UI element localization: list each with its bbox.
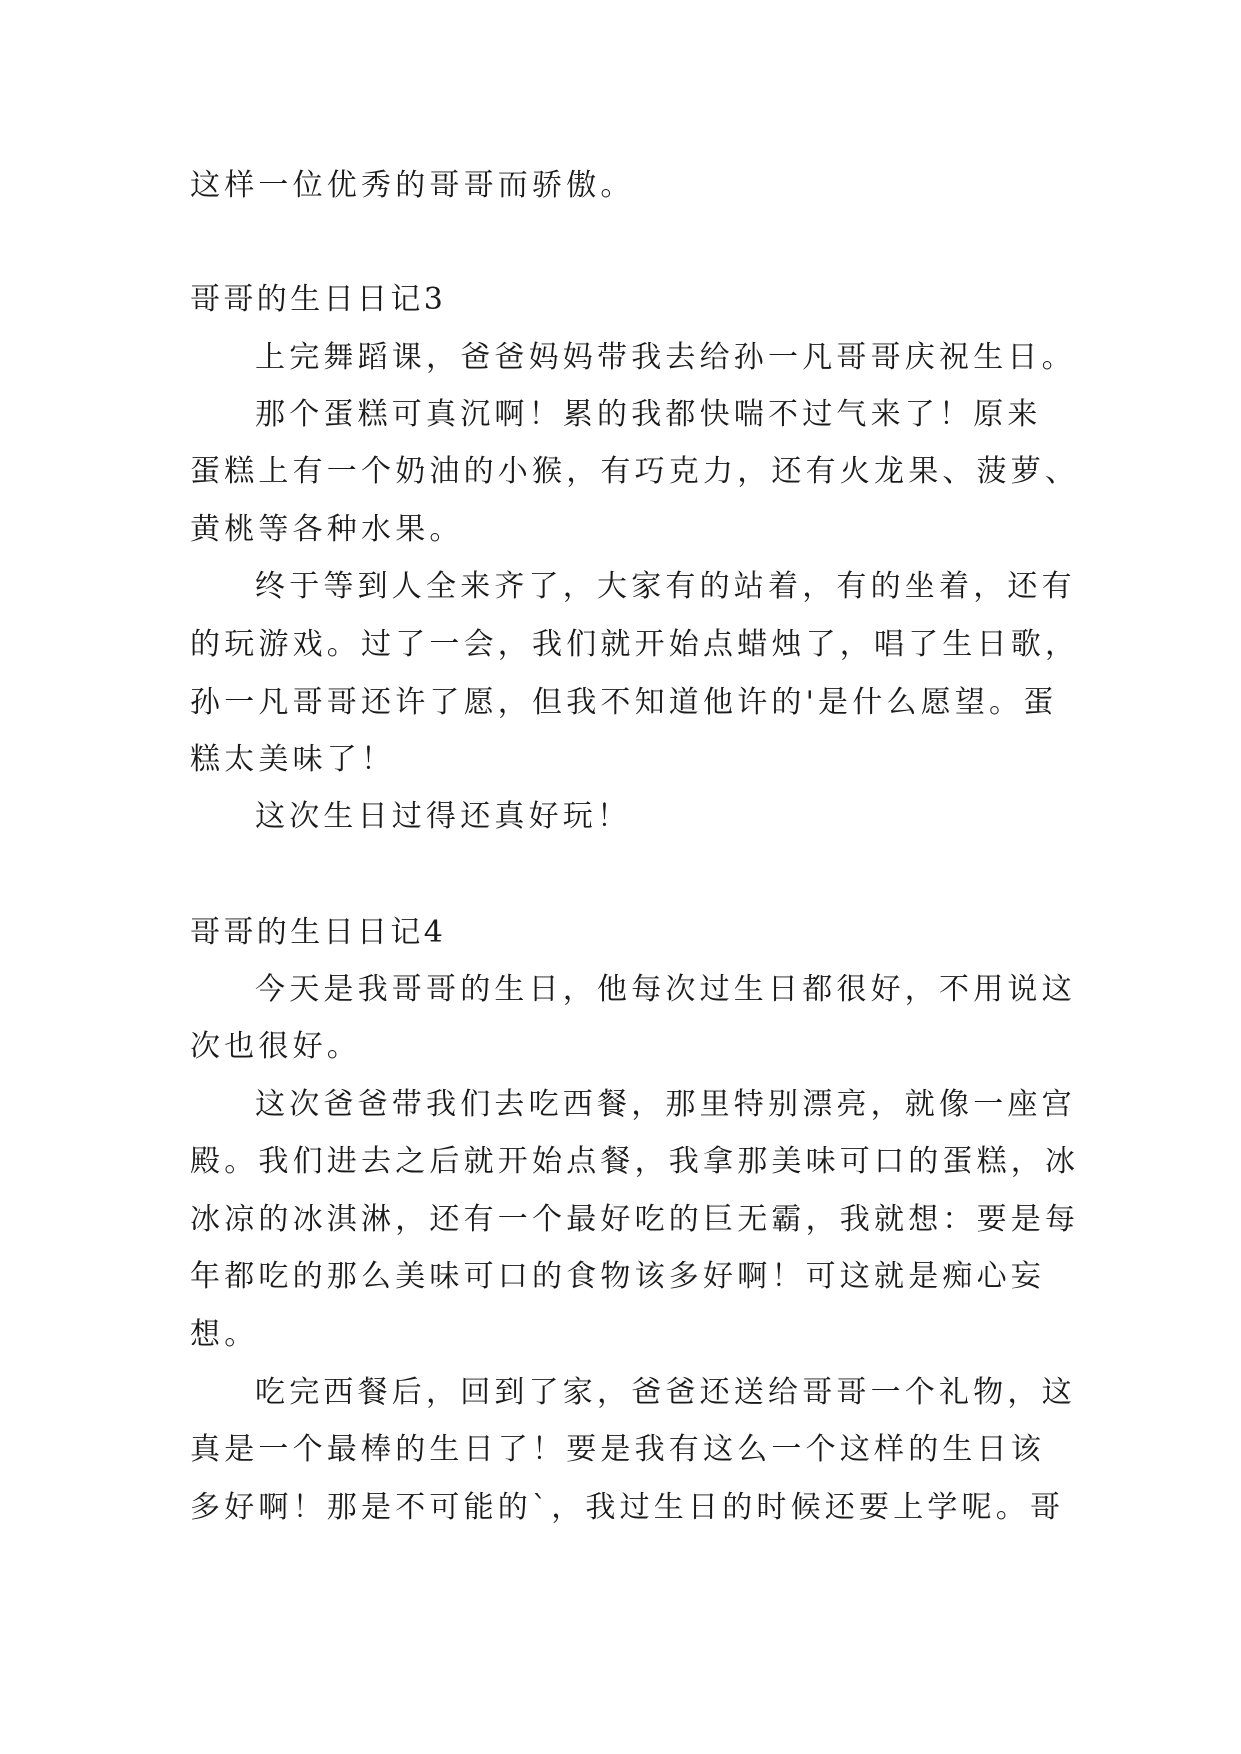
paragraph-line: 这次爸爸带我们去吃西餐，那里特别漂亮，就像一座宫 [255, 1087, 1076, 1122]
paragraph-line: 这样一位优秀的哥哥而骄傲。 [190, 168, 635, 203]
paragraph-line: 今天是我哥哥的生日，他每次过生日都很好，不用说这 [255, 972, 1076, 1007]
paragraph-line: 真是一个最棒的生日了！要是我有这么一个这样的生日该 [190, 1432, 1045, 1467]
paragraph-line: 的玩游戏。过了一会，我们就开始点蜡烛了，唱了生日歌， [190, 627, 1080, 662]
paragraph-line: 殿。我们进去之后就开始点餐，我拿那美味可口的蛋糕，冰 [190, 1144, 1080, 1179]
paragraph-line: 上完舞蹈课，爸爸妈妈带我去给孙一凡哥哥庆祝生日。 [255, 340, 1076, 375]
paragraph-line: 终于等到人全来齐了，大家有的站着，有的坐着，还有 [255, 569, 1076, 604]
paragraph-line: 黄桃等各种水果。 [190, 512, 464, 547]
paragraph-line: 蛋糕上有一个奶油的小猴，有巧克力，还有火龙果、菠萝、 [190, 454, 1080, 489]
paragraph-line: 糕太美味了！ [190, 742, 396, 777]
paragraph-line: 这次生日过得还真好玩！ [255, 799, 632, 834]
paragraph-line: 多好啊！那是不可能的`，我过生日的时候还要上学呢。哥 [190, 1490, 1065, 1525]
paragraph-line: 孙一凡哥哥还许了愿，但我不知道他许的'是什么愿望。蛋 [190, 685, 1058, 720]
paragraph-line: 年都吃的那么美味可口的食物该多好啊！可这就是痴心妄 [190, 1259, 1045, 1294]
paragraph-line: 吃完西餐后，回到了家，爸爸还送给哥哥一个礼物，这 [255, 1375, 1076, 1410]
paragraph-line: 次也很好。 [190, 1029, 361, 1064]
paragraph-line: 那个蛋糕可真沉啊！累的我都快喘不过气来了！原来 [255, 397, 1042, 432]
paragraph-line: 冰凉的冰淇淋，还有一个最好吃的巨无霸，我就想：要是每 [190, 1202, 1080, 1237]
section-title: 哥哥的生日日记3 [190, 282, 447, 317]
paragraph-line: 想。 [190, 1317, 259, 1352]
section-title: 哥哥的生日日记4 [190, 915, 447, 950]
